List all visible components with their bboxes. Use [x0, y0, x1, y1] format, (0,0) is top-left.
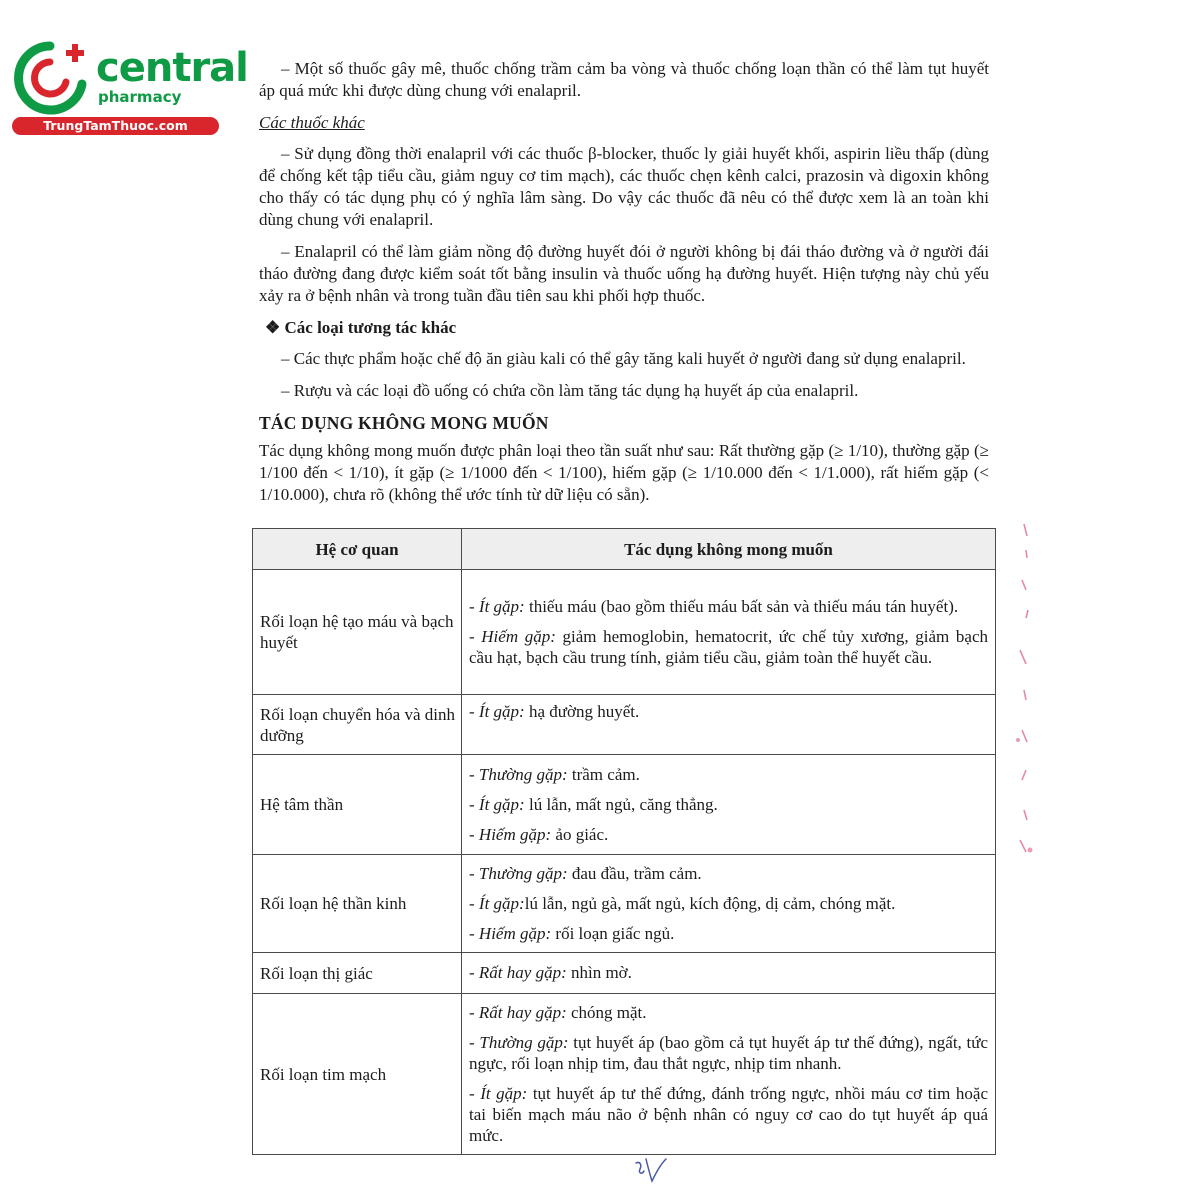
effect-text: giảm hemoglobin, hematocrit, ức chế tủy xương, giảm bạch cầu hạt, bạch cầu trung tính, giảm tiểu cầu, giảm toàn thể huyết cầu.	[469, 626, 988, 667]
frequency-label: - Rất hay gặp:	[469, 963, 567, 982]
effect-text: lú lẫn, mất ngủ, căng thẳng.	[524, 794, 718, 814]
effects-cell	[462, 994, 996, 1155]
adverse-effects-table	[252, 528, 996, 1155]
paragraph-frequency-intro: Tác dụng không mong muốn được phân loại theo tần suất như sau: Rất thường gặp (≥ 1/10), thường gặp (≥ 1/100 đến < 1/10), ít gặp (≥ 1/1000 đến < 1/100), hiếm gặp (≥ 1/10.000 đến < 1/1.000), rất hiếm gặp (< 1/10.000), chưa rõ (không thể ước tính từ dữ liệu có sẵn).	[259, 441, 989, 504]
organ-cell: Rối loạn thị giác	[253, 953, 462, 994]
logo-brand-name: central	[96, 45, 248, 91]
effects-cell	[462, 570, 996, 695]
frequency-label: - Ít gặp:	[469, 702, 525, 721]
table-row	[253, 695, 996, 755]
stamp-specks	[1010, 520, 1040, 860]
paragraph-blood-glucose: – Enalapril có thể làm giảm nồng độ đường huyết đói ở người không bị đái tháo đường và ở người đái tháo đường đang được kiểm soát tốt bằng insulin và thuốc uống hạ đường huyết. Hiện tượng này chủ yếu xảy ra ở bệnh nhân và trong tuần đầu tiên sau khi phối hợp thuốc.	[259, 242, 989, 305]
frequency-label: - Thường gặp:	[469, 863, 568, 883]
section-title-adverse-effects: TÁC DỤNG KHÔNG MONG MUỐN	[259, 413, 549, 433]
document-body	[259, 58, 989, 506]
bullet-heading-other-interactions: ❖ Các loại tương tác khác	[265, 318, 457, 337]
frequency-label: - Ít gặp:	[469, 1083, 528, 1103]
table-row	[253, 994, 996, 1155]
frequency-label: - Thường gặp:	[469, 764, 568, 784]
effect-text: chóng mặt.	[566, 1002, 647, 1022]
effect-text: rối loạn giấc ngủ.	[551, 923, 675, 943]
table-row	[253, 855, 996, 953]
organ-cell: Rối loạn chuyển hóa và dinh dưỡng	[253, 695, 462, 755]
organ-cell: Rối loạn hệ thần kinh	[253, 855, 462, 953]
effect-text: ảo giác.	[551, 824, 609, 844]
effect-text: trầm cảm.	[567, 764, 640, 784]
frequency-label: - Rất hay gặp:	[469, 1002, 567, 1022]
table-row	[253, 755, 996, 855]
effect-text: hạ đường huyết.	[524, 702, 640, 721]
organ-cell: Rối loạn hệ tạo máu và bạch huyết	[253, 570, 462, 695]
table-row	[253, 953, 996, 994]
frequency-label: - Hiếm gặp:	[469, 824, 552, 844]
effect-text: nhìn mờ.	[566, 963, 632, 982]
effect-item	[469, 923, 988, 944]
frequency-label: - Ít gặp:	[469, 794, 525, 814]
logo-url-badge: TrungTamThuoc.com	[12, 117, 219, 135]
logo-brand-sub: pharmacy	[98, 88, 182, 106]
effect-item	[469, 893, 988, 914]
effect-item	[469, 794, 988, 815]
effect-item	[469, 701, 988, 722]
effect-text: tụt huyết áp (bao gồm cả tụt huyết áp tư thế đứng), ngất, tức ngực, rối loạn nhịp tim, đau thắt ngực, nhịp tim nhanh.	[469, 1032, 988, 1073]
effect-text: đau đầu, trầm cảm.	[567, 863, 702, 883]
effect-item	[469, 1083, 988, 1146]
organ-cell: Rối loạn tim mạch	[253, 994, 462, 1155]
effects-cell	[462, 695, 996, 755]
effect-item	[469, 863, 988, 884]
effects-cell	[462, 855, 996, 953]
paragraph-alcohol: – Rượu và các loại đồ uống có chứa cồn làm tăng tác dụng hạ huyết áp của enalapril.	[281, 381, 859, 400]
paragraph-anesthetics: – Một số thuốc gây mê, thuốc chống trầm cảm ba vòng và thuốc chống loạn thần có thể làm tụt huyết áp quá mức khi được dùng chung với enalapril.	[259, 59, 989, 100]
effect-item	[469, 596, 988, 617]
effect-text: tụt huyết áp tư thế đứng, đánh trống ngực, nhồi máu cơ tim hoặc tai biến mạch máu não ở bệnh nhân có nguy cơ cao do tụt huyết áp quá mức.	[469, 1083, 988, 1145]
effect-item	[469, 962, 988, 983]
paragraph-beta-blockers: – Sử dụng đồng thời enalapril với các thuốc β-blocker, thuốc ly giải huyết khối, aspirin liều thấp (dùng để chống kết tập tiểu cầu, giảm nguy cơ tim mạch), các thuốc chẹn kênh calci, prazosin và digoxin không cho thấy có tác dụng phụ có ý nghĩa lâm sàng. Do vậy các thuốc đã nêu có thể được xem là an toàn khi dùng chung với enalapril.	[259, 144, 989, 229]
frequency-label: - Thường gặp:	[469, 1032, 569, 1052]
effect-item	[469, 764, 988, 785]
effects-cell	[462, 755, 996, 855]
frequency-label: - Hiếm gặp:	[469, 923, 552, 943]
header-adverse-effects: Tác dụng không mong muốn	[462, 529, 996, 570]
frequency-label: - Hiếm gặp:	[469, 626, 556, 646]
effect-item	[469, 824, 988, 845]
effect-text: lú lẫn, ngủ gà, mất ngủ, kích động, dị cảm, chóng mặt.	[524, 893, 896, 913]
effect-item	[469, 1002, 988, 1023]
table-row	[253, 570, 996, 695]
effect-item	[469, 1032, 988, 1074]
organ-cell: Hệ tâm thần	[253, 755, 462, 855]
header-organ-system: Hệ cơ quan	[253, 529, 462, 570]
table-header-row	[253, 529, 996, 570]
handwritten-initials	[632, 1155, 668, 1185]
frequency-label: - Ít gặp:	[469, 893, 525, 913]
frequency-label: - Ít gặp:	[469, 596, 525, 616]
pharmacy-logo	[10, 38, 248, 138]
subheading-other-drugs: Các thuốc khác	[259, 113, 365, 132]
effect-text: thiếu máu (bao gồm thiếu máu bất sản và thiếu máu tán huyết).	[524, 596, 959, 616]
pharmacy-logo-icon	[10, 38, 90, 118]
effects-cell	[462, 953, 996, 994]
effect-item	[469, 626, 988, 668]
paragraph-potassium: – Các thực phẩm hoặc chế độ ăn giàu kali có thể gây tăng kali huyết ở người đang sử dụng enalapril.	[281, 349, 966, 368]
